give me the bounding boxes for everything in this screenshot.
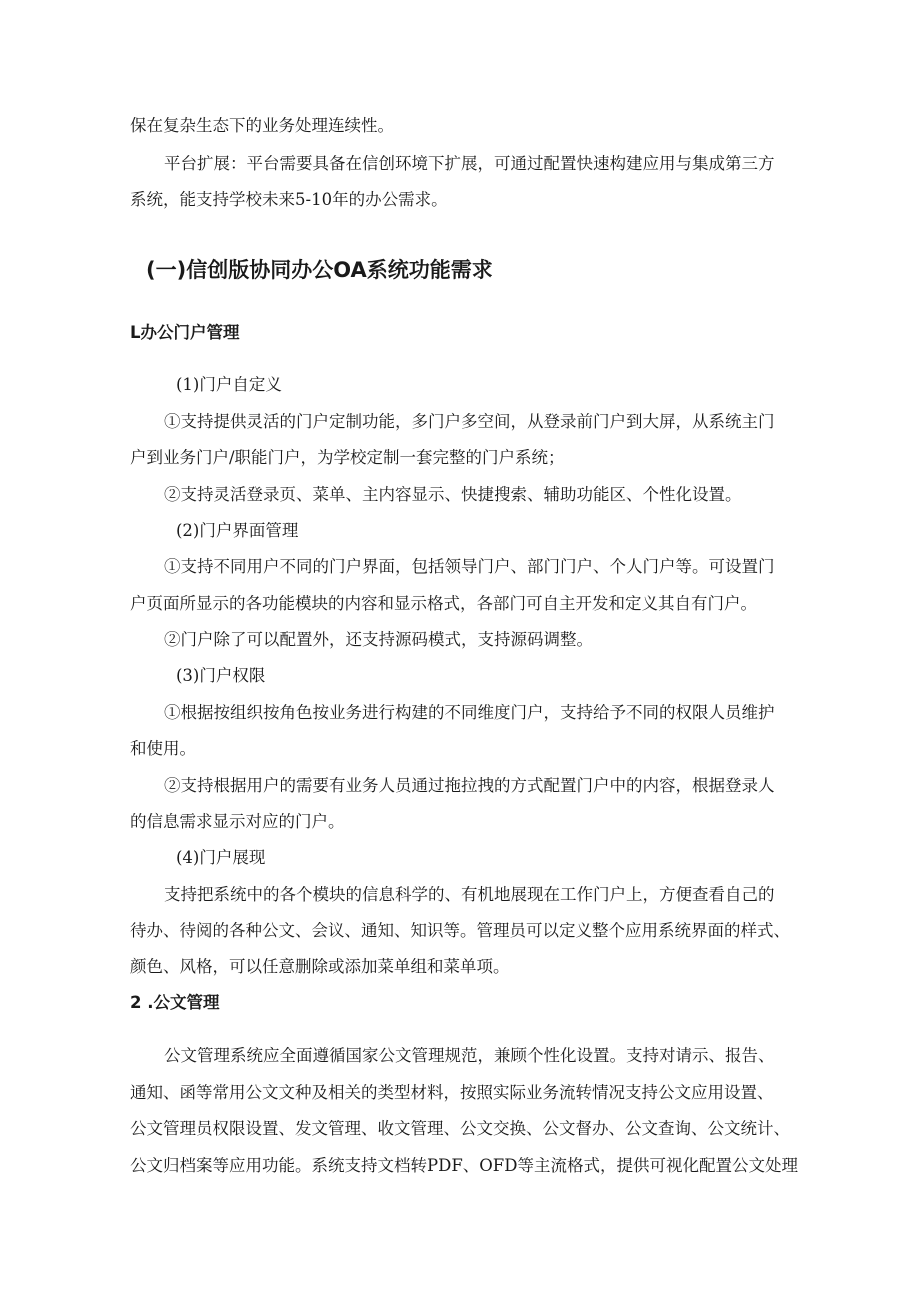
- item4-title: (4)门户展现: [176, 848, 266, 867]
- item1-paragraph-2: ②支持灵活登录页、菜单、主内容显示、快捷搜索、辅助功能区、个性化设置。: [164, 485, 742, 504]
- item3-paragraph-line: 的信息需求显示对应的门户。: [130, 812, 345, 831]
- item3-title: (3)门户权限: [176, 666, 266, 685]
- item2-paragraph-line: ①支持不同用户不同的门户界面，包括领导门户、部门门户、个人门户等。可设置门: [164, 557, 775, 576]
- item1-paragraph-line: 户到业务门户/职能门户，为学校定制一套完整的门户系统；: [130, 448, 565, 467]
- item1-title: (1)门户自定义: [176, 375, 282, 394]
- item4-paragraph-line: 待办、待阅的各种公文、会议、通知、知识等。管理员可以定义整个应用系统界面的样式、: [130, 921, 790, 940]
- item3-paragraph-line: ②支持根据用户的需要有业务人员通过拖拉拽的方式配置门户中的内容，根据登录人: [164, 776, 775, 795]
- part1-heading: L办公门户管理: [130, 323, 240, 342]
- item4-paragraph-line: 支持把系统中的各个模块的信息科学的、有机地展现在工作门户上，方便查看自己的: [164, 885, 775, 904]
- section-heading: (一)信创版协同办公OA系统功能需求: [146, 258, 493, 282]
- part2-paragraph-line: 公文管理员权限设置、发文管理、收文管理、公文交换、公文督办、公文查询、公文统计、: [130, 1119, 790, 1138]
- part2-paragraph-line: 公文管理系统应全面遵循国家公文管理规范，兼顾个性化设置。支持对请示、报告、: [164, 1046, 775, 1065]
- item3-paragraph-line: ①根据按组织按角色按业务进行构建的不同维度门户，支持给予不同的权限人员维护: [164, 703, 775, 722]
- part2-paragraph-line: 通知、函等常用公文文种及相关的类型材料，按照实际业务流转情况支持公文应用设置、: [130, 1083, 774, 1102]
- part2-paragraph-line: 公文归档案等应用功能。系统支持文档转PDF、OFD等主流格式，提供可视化配置公文处理: [130, 1156, 798, 1175]
- item4-paragraph-line: 颜色、风格，可以任意删除或添加菜单组和菜单项。: [130, 957, 510, 976]
- item3-paragraph-line: 和使用。: [130, 739, 196, 758]
- item1-paragraph-line: ①支持提供灵活的门户定制功能，多门户多空间，从登录前门户到大屏，从系统主门: [164, 412, 775, 431]
- part2-heading: 2 .公文管理: [130, 993, 220, 1012]
- platform-extension-line: 平台扩展：平台需要具备在信创环境下扩展，可通过配置快速构建应用与集成第三方: [164, 154, 775, 173]
- intro-text-line: 保在复杂生态下的业务处理连续性。: [130, 116, 394, 135]
- item2-paragraph-2: ②门户除了可以配置外，还支持源码模式，支持源码调整。: [164, 630, 593, 649]
- item2-paragraph-line: 户页面所显示的各功能模块的内容和显示格式，各部门可自主开发和定义其自有门户。: [130, 594, 757, 613]
- item2-title: (2)门户界面管理: [176, 521, 299, 540]
- platform-extension-line-2: 系统，能支持学校未来5-10年的办公需求。: [130, 190, 448, 209]
